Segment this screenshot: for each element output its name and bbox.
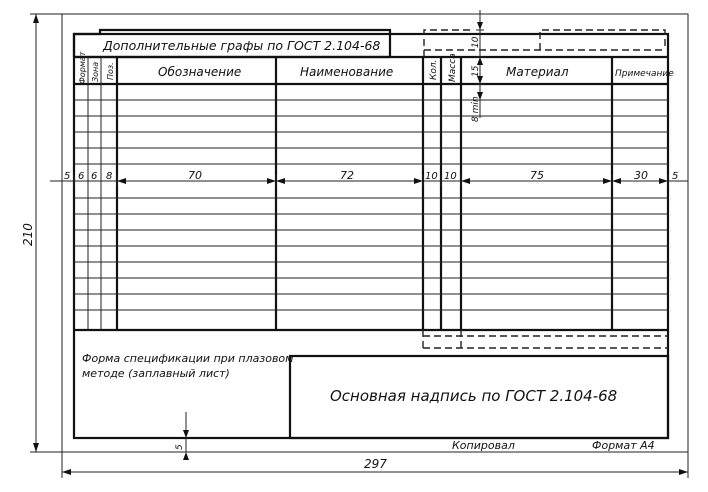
column-lines [88,57,612,330]
row-lines [74,100,668,330]
dim-format: 6 [78,171,85,182]
plaz-note-line2: методе (заплавный лист) [82,367,230,380]
dim-overall-height: 210 [21,223,35,246]
col-label-material: Материал [506,65,569,79]
width-arrow-left [62,469,71,475]
dim-bottom-5: 5 [175,444,185,450]
title-block-label: Основная надпись по ГОСТ 2.104-68 [330,387,618,405]
col-label-format: Формат [78,51,87,84]
dim-margin-right: 5 [672,171,679,182]
dim-zone: 6 [91,171,98,182]
dim-mass: 10 [444,171,457,182]
dim-top-10: 10 [471,36,481,48]
dim-overall-width: 297 [364,457,387,471]
extra-columns-label: Дополнительные графы по ГОСТ 2.104-68 [103,38,381,53]
footer-copied: Копировал [452,439,515,452]
col-label-name: Наименование [300,65,394,79]
bottom-dim-arrow-top [183,430,189,438]
col-label-mass: Масса [448,53,458,82]
height-arrow-top [33,14,39,23]
col-label-qty: Кол. [429,59,439,80]
col-label-zone: Зона [91,61,100,82]
height-arrow-bottom [33,443,39,452]
dim-pos: 8 [106,171,113,182]
col-label-designation: Обозначение [158,65,242,79]
width-arrow-right [679,469,688,475]
dim-name: 72 [340,169,354,182]
bottom-dim-arrow-bottom [183,452,189,460]
dim-designation: 70 [188,169,202,182]
plaz-note-line1: Форма спецификации при плазовом [82,352,294,365]
dim-material: 75 [530,169,544,182]
dim-qty: 10 [425,171,438,182]
dim-header-15: 15 [471,65,481,77]
dim-note: 30 [634,169,648,182]
footer-format: Формат А4 [592,439,655,452]
col-label-pos: Поз. [106,62,115,80]
dim-row-8min: 8 min [471,96,481,122]
dim-margin-left: 5 [64,171,71,182]
col-label-note: Примечание [615,69,674,79]
